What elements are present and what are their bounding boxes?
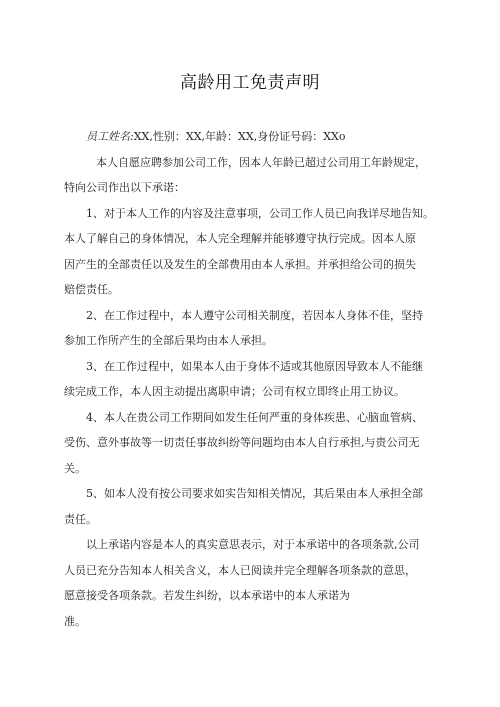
item-2-line-2: 参加工作所产生的全部后果均由本人承担。 bbox=[64, 334, 273, 347]
item-1-line-2: 本人了解自己的身体情况，本人完全理解并能够遵守执行完成。因本人原 bbox=[64, 232, 416, 245]
item-3-line-2: 续完成工作，本人因主动提出离职申请；公司有权立即终止用工协议。 bbox=[64, 385, 405, 398]
closing-line-4: 准。 bbox=[64, 614, 86, 628]
employee-info-label: 员工姓名: bbox=[86, 130, 134, 143]
closing-line-2: 人员已充分告知本人相关含义，本人已阅读并完全理解各项条款的意思， bbox=[64, 563, 416, 577]
item-2-line-1: 2、在工作过程中，本人遵守公司相关制度，若因本人身体不佳，坚持 bbox=[86, 308, 423, 322]
item-1 bbox=[64, 201, 436, 303]
item-1-line-3: 因产生的全部责任以及发生的全部费用由本人承担。并承担给公司的损失 bbox=[64, 257, 416, 271]
employee-info-line bbox=[64, 124, 436, 150]
intro-line-2: 特向公司作出以下承诺： bbox=[64, 181, 185, 194]
item-4 bbox=[64, 405, 436, 482]
item-3-line-1: 3、在工作过程中，如果本人由于身体不适或其他原因导致本人不能继 bbox=[86, 359, 423, 373]
closing-line-3: 愿意接受各项条款。若发生纠纷，以本承诺中的本人承诺为 bbox=[64, 589, 350, 602]
item-1-line-1: 1、对于本人工作的内容及注意事项，公司工作人员已向我详尽地告知。 bbox=[86, 206, 434, 220]
closing-paragraph bbox=[64, 532, 436, 634]
document-body bbox=[64, 124, 436, 634]
employee-info-value: XX,性别：XX,年龄：XX,身份证号码：XXo bbox=[133, 130, 346, 143]
item-2 bbox=[64, 303, 436, 354]
closing-line-1: 以上承诺内容是本人的真实意思表示，对于本承诺中的各项条款,公司 bbox=[86, 538, 420, 551]
item-3 bbox=[64, 354, 436, 405]
intro-paragraph bbox=[64, 150, 436, 201]
item-5-line-1: 5、如本人没有按公司要求如实告知相关情况，其后果由本人承担全部 bbox=[86, 487, 423, 500]
item-5-line-2: 责任。 bbox=[64, 512, 97, 526]
item-4-line-3: 关。 bbox=[64, 461, 86, 475]
document-title: 高龄用工免责声明 bbox=[180, 73, 320, 93]
item-5 bbox=[64, 481, 436, 532]
item-4-line-1: 4、本人在贵公司工作期间如发生任何严重的身体疾患、心脑血管病、 bbox=[86, 410, 423, 424]
item-4-line-2: 受伤、意外事故等一切责任事故纠纷等问题均由本人自行承担,与贵公司无 bbox=[64, 436, 420, 449]
item-1-line-4: 赔偿责任。 bbox=[64, 283, 119, 296]
employee-info bbox=[64, 124, 436, 150]
intro-line-1: 本人自愿应聘参加公司工作，因本人年龄已超过公司用工年龄规定， bbox=[96, 155, 426, 169]
